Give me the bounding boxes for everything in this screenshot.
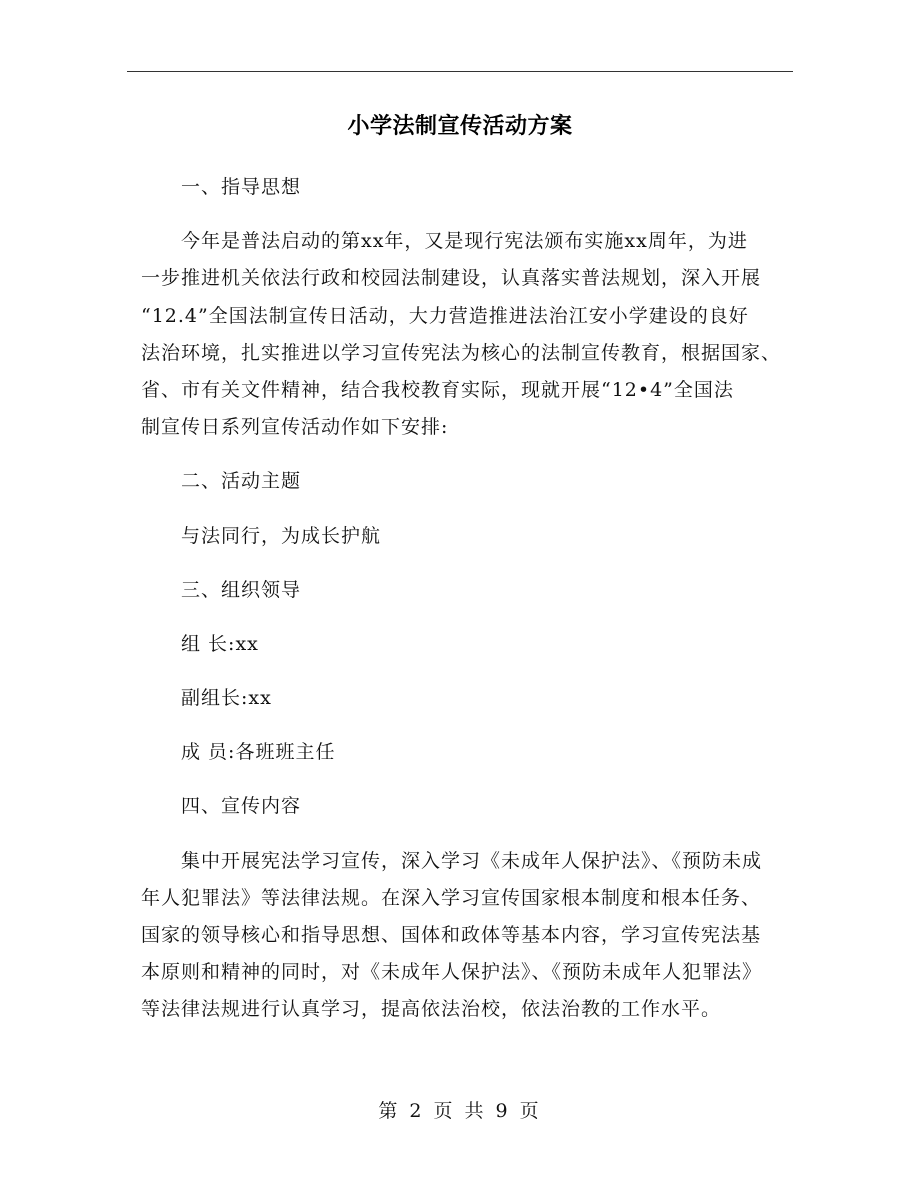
activity-theme-text: 与法同行，为成长护航 (181, 524, 382, 547)
paragraph-line: 法治环境，扎实推进以学习宣传宪法为核心的法制宣传教育，根据国家、 (141, 341, 782, 364)
paragraph-line: “12.4”全国法制宣传日活动，大力营造推进法治江安小学建设的良好 (141, 304, 749, 327)
paragraph-publicity-content (141, 843, 791, 1029)
section-heading-activity-theme: 二、活动主题 (181, 470, 302, 493)
organization-members: 成 员:各班班主任 (181, 741, 336, 764)
organization-deputy: 副组长:xx (181, 687, 272, 710)
paragraph-line: 制宣传日系列宣传活动作如下安排: (141, 416, 449, 439)
section-heading-organization: 三、组织领导 (181, 578, 302, 601)
header-rule (127, 71, 793, 72)
paragraph-line: 集中开展宪法学习宣传，深入学习《未成年人保护法》、《预防未成 (181, 849, 763, 872)
section-heading-guiding-ideology: 一、指导思想 (181, 176, 302, 198)
paragraph-line: 省、市有关文件精神，结合我校教育实际，现就开展“12•4”全国法 (141, 378, 734, 401)
document-body (141, 169, 791, 1029)
paragraph-line: 今年是普法启动的第xx年，又是现行宪法颁布实施xx周年，为进 (181, 230, 748, 253)
paragraph-line: 本原则和精神的同时，对《未成年人保护法》、《预防未成年人犯罪法》 (141, 961, 763, 984)
organization-leader: 组 长:xx (181, 632, 259, 655)
paragraph-line: 等法律法规进行认真学习，提高依法治校，依法治教的工作水平。 (141, 998, 722, 1021)
paragraph-guiding-ideology (141, 223, 791, 446)
document-title: 小学法制宣传活动方案 (347, 113, 573, 139)
section-heading-publicity-content: 四、宣传内容 (181, 795, 302, 818)
page-number-footer: 第 2 页 共 9 页 (378, 1100, 542, 1122)
paragraph-line: 国家的领导核心和指导思想、国体和政体等基本内容，学习宣传宪法基 (141, 924, 762, 946)
paragraph-line: 年人犯罪法》等法律法规。在深入学习宣传国家根本制度和根本任务、 (141, 886, 762, 909)
paragraph-line: 一步推进机关依法行政和校园法制建设，认真落实普法规划，深入开展 (141, 267, 762, 290)
